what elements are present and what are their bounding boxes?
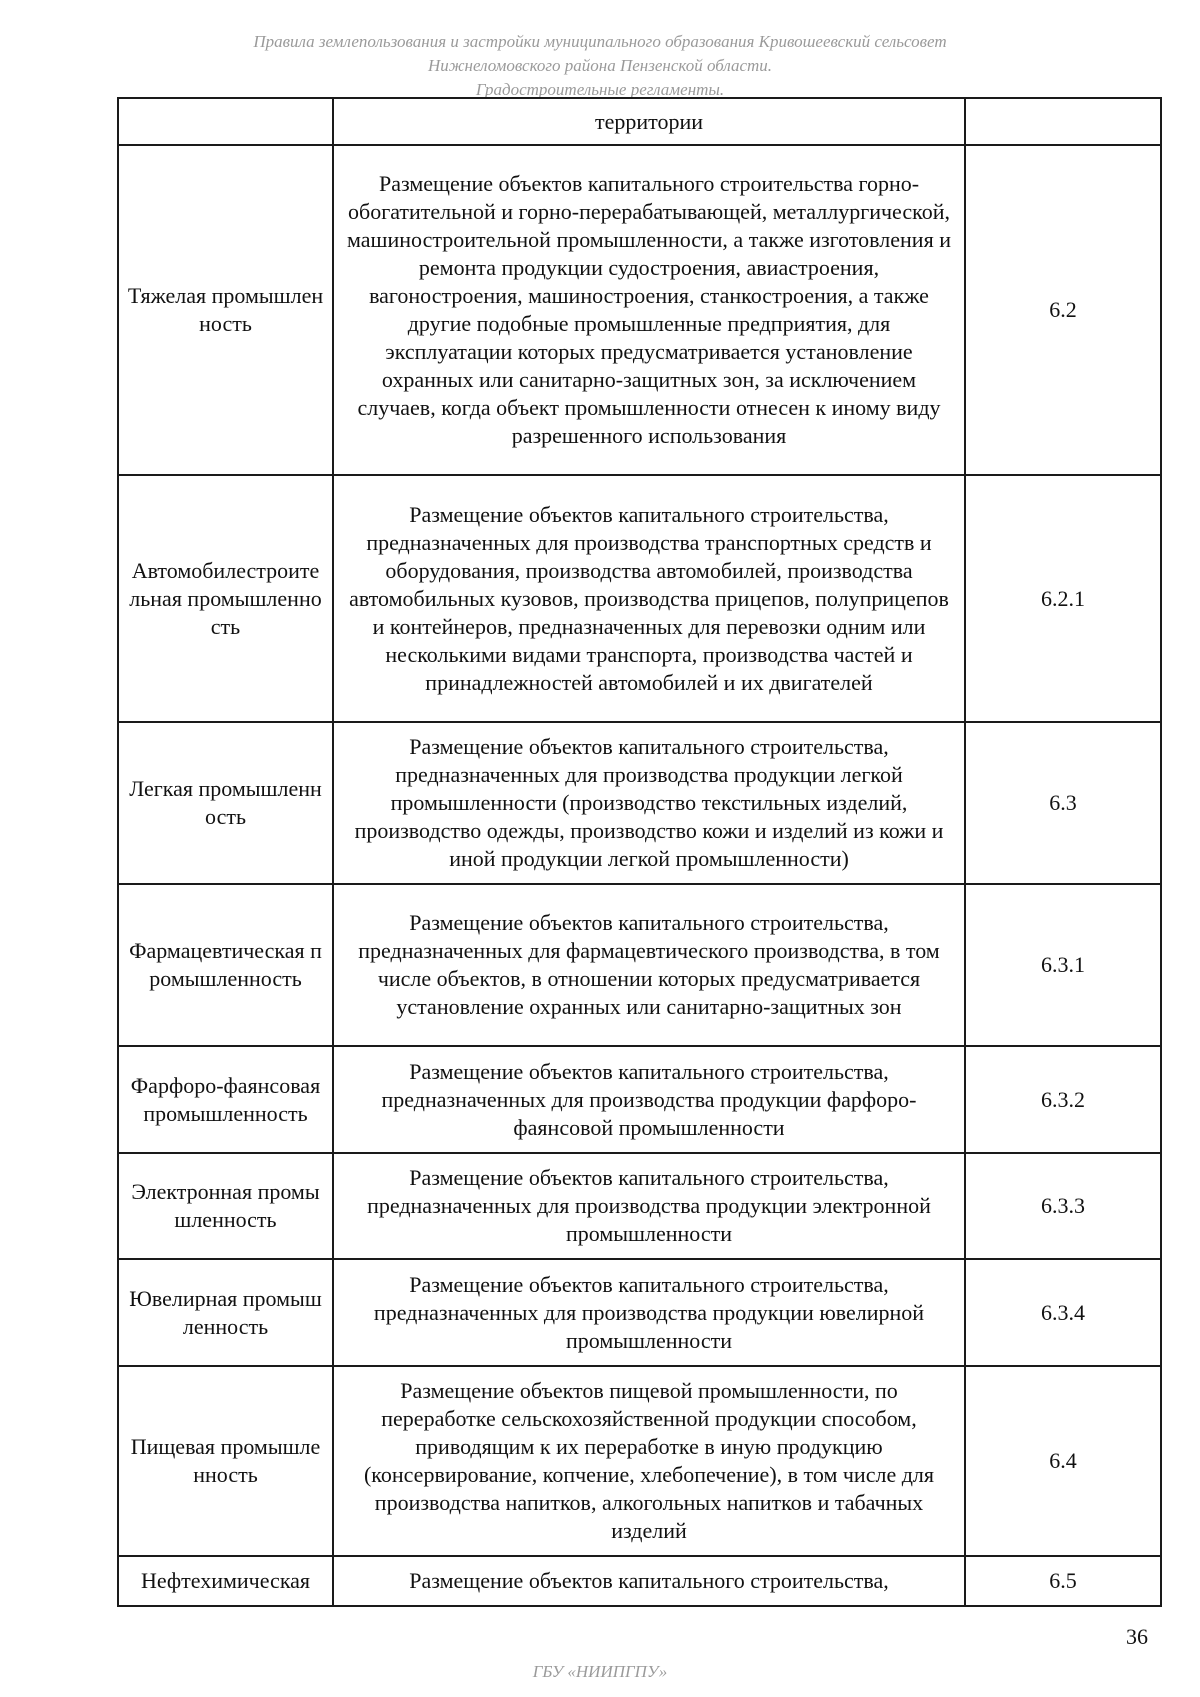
table-row: [118, 722, 1161, 884]
use-description-cell: Размещение объектов капитального строительства, предназначенных для фармацевтического производства, в том числе объектов, в отношении которых предусматривается установление охранных или санитарно-защитных зон: [333, 884, 965, 1046]
use-name-cell: Автомобилестроительная промышленность: [118, 475, 333, 722]
use-code-cell: 6.5: [965, 1556, 1161, 1606]
table-row: [118, 1046, 1161, 1153]
page-number: 36: [1126, 1624, 1148, 1649]
use-code-cell: [965, 98, 1161, 145]
use-name-cell: Пищевая промышленность: [118, 1366, 333, 1556]
header-line-3: Градостроительные регламенты.: [475, 80, 725, 99]
use-description-cell: Размещение объектов капитального строительства, предназначенных для производства продукции фарфоро-фаянсовой промышленности: [333, 1046, 965, 1153]
use-description-cell: Размещение объектов капитального строительства,: [333, 1556, 965, 1606]
table-row: [118, 884, 1161, 1046]
table-row: [118, 1259, 1161, 1366]
use-code-cell: 6.3: [965, 722, 1161, 884]
use-description-cell: территории: [333, 98, 965, 145]
use-code-cell: 6.4: [965, 1366, 1161, 1556]
table-row: [118, 98, 1161, 145]
use-name-cell: Фармацевтическая промышленность: [118, 884, 333, 1046]
use-name-cell: [118, 98, 333, 145]
use-description-cell: Размещение объектов капитального строительства, предназначенных для производства продукции ювелирной промышленности: [333, 1259, 965, 1366]
table-row: [118, 145, 1161, 475]
use-description-cell: Размещение объектов капитального строительства, предназначенных для производства транспортных средств и оборудования, производства автомобилей, производства автомобильных кузовов, производства прицепов, полуприцепов и контейнеров, предназначенных для перевозки одним или несколькими видами транспорта, производства частей и принадлежностей автомобилей и их двигателей: [333, 475, 965, 722]
use-code-cell: 6.3.2: [965, 1046, 1161, 1153]
header-line-2: Нижнеломовского района Пензенской области.: [427, 56, 773, 75]
regulations-table: [117, 97, 1162, 1607]
use-code-cell: 6.2.1: [965, 475, 1161, 722]
use-code-cell: 6.3.3: [965, 1153, 1161, 1259]
document-header: [0, 30, 1200, 102]
use-name-cell: Тяжелая промышленность: [118, 145, 333, 475]
document-footer: ГБУ «НИИПГПУ»: [532, 1662, 668, 1681]
table-row: [118, 1366, 1161, 1556]
use-code-cell: 6.3.4: [965, 1259, 1161, 1366]
use-name-cell: Электронная промышленность: [118, 1153, 333, 1259]
table-row: [118, 1153, 1161, 1259]
use-name-cell: Ювелирная промышленность: [118, 1259, 333, 1366]
use-name-cell: Легкая промышленность: [118, 722, 333, 884]
use-description-cell: Размещение объектов капитального строительства, предназначенных для производства продукции электронной промышленности: [333, 1153, 965, 1259]
use-code-cell: 6.3.1: [965, 884, 1161, 1046]
use-code-cell: 6.2: [965, 145, 1161, 475]
use-name-cell: Фарфоро-фаянсовая промышленность: [118, 1046, 333, 1153]
use-description-cell: Размещение объектов капитального строительства горно-обогатительной и горно-перерабатывающей, металлургической, машиностроительной промышленности, а также изготовления и ремонта продукции судостроения, авиастроения, вагоностроения, машиностроения, станкостроения, а также другие подобные промышленные предприятия, для эксплуатации которых предусматривается установление охранных или санитарно-защитных зон, за исключением случаев, когда объект промышленности отнесен к иному виду разрешенного использования: [333, 145, 965, 475]
header-line-1: Правила землепользования и застройки муниципального образования Кривошеевский сельсовет: [253, 32, 947, 51]
table-row: [118, 475, 1161, 722]
use-description-cell: Размещение объектов пищевой промышленности, по переработке сельскохозяйственной продукции способом, приводящим к их переработке в иную продукцию (консервирование, копчение, хлебопечение), в том числе для производства напитков, алкогольных напитков и табачных изделий: [333, 1366, 965, 1556]
use-description-cell: Размещение объектов капитального строительства, предназначенных для производства продукции легкой промышленности (производство текстильных изделий, производство одежды, производство кожи и изделий из кожи и иной продукции легкой промышленности): [333, 722, 965, 884]
table-row: [118, 1556, 1161, 1606]
use-name-cell: Нефтехимическая: [118, 1556, 333, 1606]
